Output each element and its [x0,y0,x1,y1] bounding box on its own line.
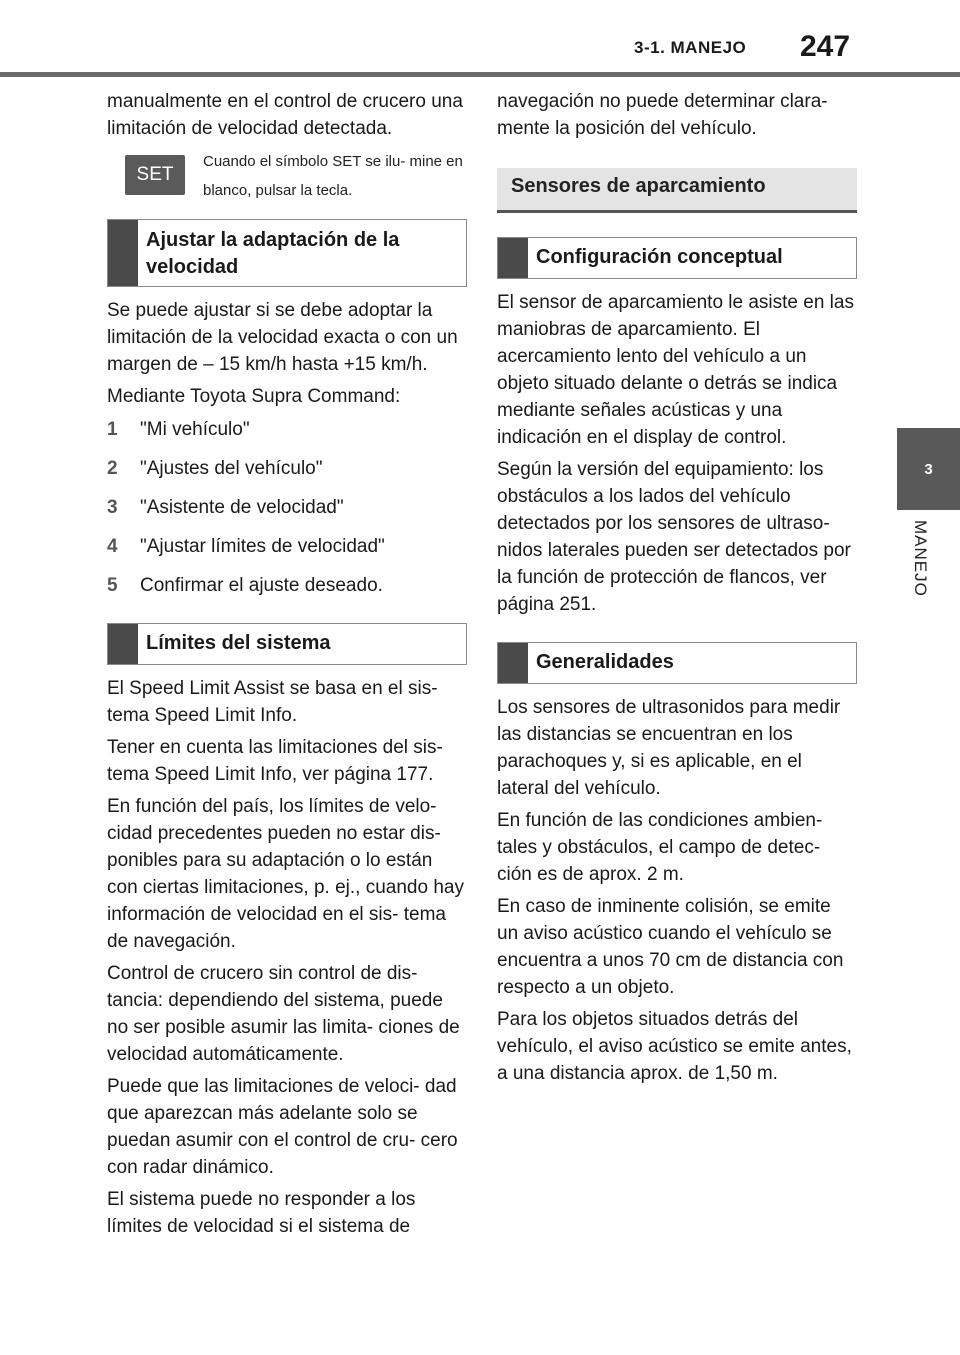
general-paragraph-4: Para los objetos situados detrás del vehículo, el aviso acústico se emite antes, a una distancia aprox. de 1,50 m. [497,1009,852,1084]
header-rule [0,72,960,77]
heading-bar [108,220,138,286]
limits-paragraph-2: Tener en cuenta las limitaciones del sis- tema Speed Limit Info, ver página 177. [107,737,443,785]
adapt-paragraph: Se puede ajustar si se debe adoptar la limitación de la velocidad exacta o con un margen de – 15 km/h hasta +15 km/h. [107,300,458,375]
right-column [497,88,857,1092]
intro-paragraph: navegación no puede determinar clara- mente la posición del vehículo. [497,91,828,139]
set-note-text: Cuando el símbolo SET se ilu- mine en blanco, pulsar la tecla. [203,153,463,199]
left-column [107,88,467,1245]
chapter-label: MANEJO [911,520,930,597]
list-item: 5 Confirmar el ajuste deseado. [107,575,383,596]
limits-paragraph-5: Puede que las limitaciones de veloci- dad que aparezcan más adelante solo se puedan asumir con el control de cru- cero con radar dinámico. [107,1076,458,1178]
intro-paragraph: manualmente en el control de crucero una limitación de velocidad detectada. [107,91,463,139]
section-band-parking-sensors: Sensores de aparcamiento [497,168,857,213]
general-paragraph-2: En función de las condiciones ambien- tales y obstáculos, el campo de detec- ción es de aprox. 2 m. [497,810,823,885]
general-paragraph-3: En caso de inminente colisión, se emite un aviso acústico cuando el vehículo se encuentra a unos 70 cm de distancia con respecto a un objeto. [497,896,844,998]
list-item: 3 "Asistente de velocidad" [107,497,344,518]
set-note [107,147,467,213]
heading-general: Generalidades [497,642,857,684]
heading-concept: Configuración conceptual [497,237,857,279]
set-button-icon: SET [125,155,185,195]
heading-system-limits: Límites del sistema [107,623,467,665]
concept-paragraph-2: Según la versión del equipamiento: los obstáculos a los lados del vehículo detectados por los sensores de ultraso- nidos laterales pueden ser detectados por la función de protección de flancos, ver página 251. [497,459,851,615]
heading-bar [108,624,138,664]
limits-paragraph-3: En función del país, los límites de velo- cidad precedentes pueden no estar dis- ponibles para su adaptación o lo están con ciertas limitaciones, p. ej., cuando hay información de velocidad en el sis- tema de navegación. [107,796,464,952]
list-item: 4 "Ajustar límites de velocidad" [107,536,385,557]
section-title: 3-1. MANEJO [634,38,747,57]
limits-paragraph-6: El sistema puede no responder a los límites de velocidad si el sistema de [107,1189,416,1237]
page-number: 247 [800,30,851,63]
limits-paragraph-4: Control de crucero sin control de dis- tancia: dependiendo del sistema, puede no ser posible asumir las limita- ciones de velocidad automáticamente. [107,963,460,1065]
list-item: 1 "Mi vehículo" [107,419,250,440]
concept-paragraph-1: El sensor de aparcamiento le asiste en las maniobras de aparcamiento. El acercamiento lento del vehículo a un objeto situado delante o detrás se indica mediante señales acústicas y una indicación en el display de control. [497,292,854,448]
heading-bar [498,238,528,278]
command-paragraph: Mediante Toyota Supra Command: [107,386,401,407]
chapter-tab[interactable]: 3 [897,428,960,510]
heading-adjust-speed: Ajustar la adaptación de la velocidad [107,219,467,287]
limits-paragraph-1: El Speed Limit Assist se basa en el sis- tema Speed Limit Info. [107,678,438,726]
heading-bar [498,643,528,683]
list-item: 2 "Ajustes del vehículo" [107,458,323,479]
general-paragraph-1: Los sensores de ultrasonidos para medir las distancias se encuentran en los parachoques y, si es aplicable, en el lateral del vehículo. [497,697,841,799]
steps-list [107,416,467,599]
